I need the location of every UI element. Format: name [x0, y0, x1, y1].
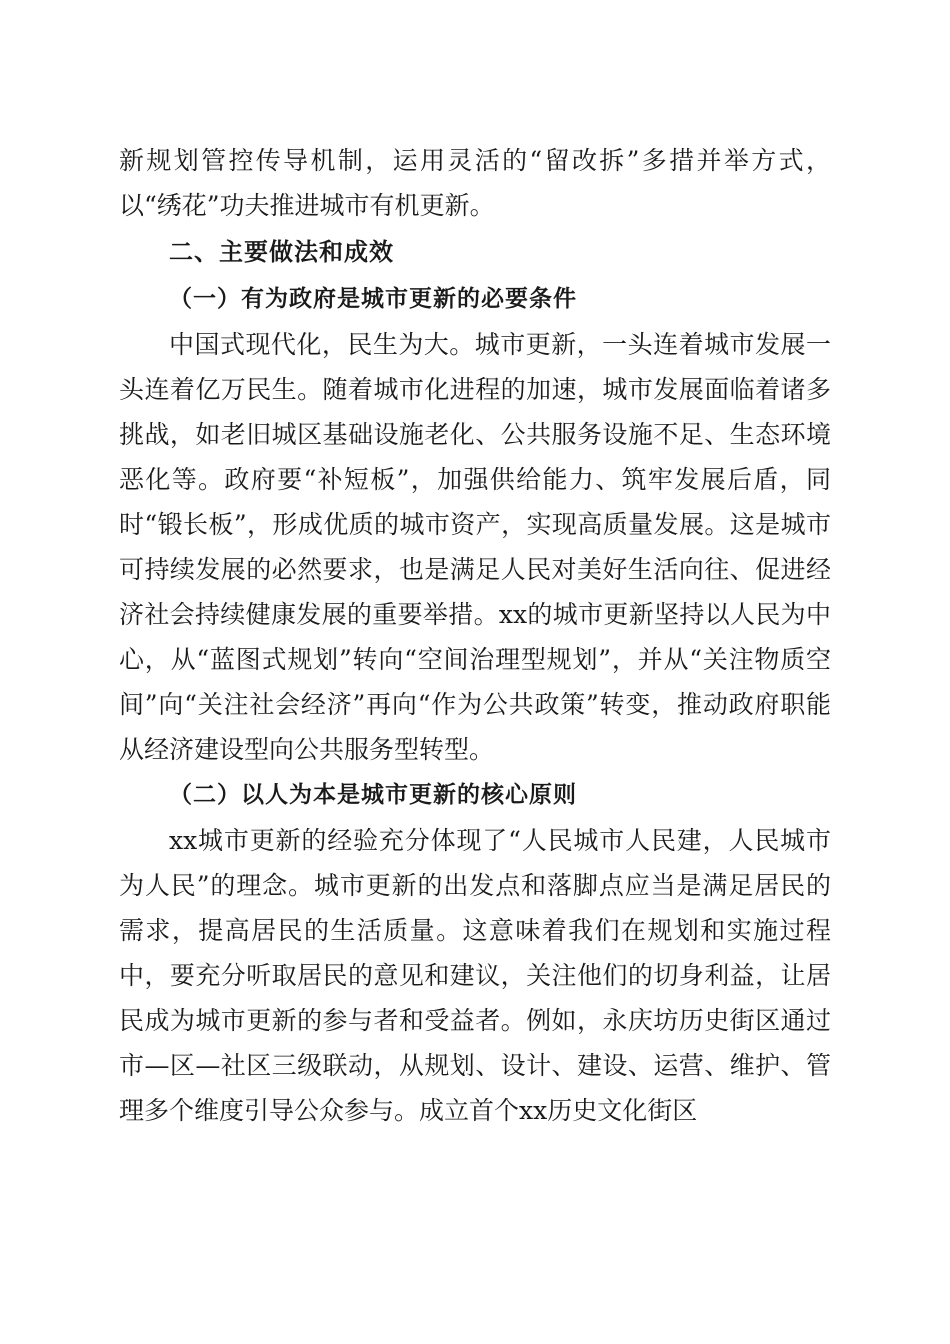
subsection-body-2: xx城市更新的经验充分体现了“人民城市人民建，人民城市为人民”的理念。城市更新的出发点和落脚点应当是满足居民的需求，提高居民的生活质量。这意味着我们在规划和实施过程中，要充分听取居民的意见和建议，关注他们的切身利益，让居民成为城市更新的参与者和受益者。例如，永庆坊历史街区通过市—区—社区三级联动，从规划、设计、建设、运营、维护、管理多个维度引导公众参与。成立首个xx历史文化街区	[119, 826, 831, 1125]
subsection-heading-1: （一）有为政府是城市更新的必要条件	[169, 285, 577, 312]
subsection-heading-2: （二）以人为本是城市更新的核心原则	[169, 781, 577, 808]
document-body	[119, 138, 831, 1133]
section-heading: 二、主要做法和成效	[169, 238, 394, 266]
continuation-paragraph: 新规划管控传导机制，运用灵活的“留改拆”多措并举方式，以“绣花”功夫推进城市有机更新。	[119, 146, 831, 220]
subsection-body-1: 中国式现代化，民生为大。城市更新，一头连着城市发展一头连着亿万民生。随着城市化进程的加速，城市发展面临着诸多挑战，如老旧城区基础设施老化、公共服务设施不足、生态环境恶化等。政府要“补短板”，加强供给能力、筑牢发展后盾，同时“锻长板”，形成优质的城市资产，实现高质量发展。这是城市可持续发展的必然要求，也是满足人民对美好生活向往、促进经济社会持续健康发展的重要举措。xx的城市更新坚持以人民为中心，从“蓝图式规划”转向“空间治理型规划”，并从“关注物质空间”向“关注社会经济”再向“作为公共政策”转变，推动政府职能从经济建设型向公共服务型转型。	[119, 330, 831, 764]
